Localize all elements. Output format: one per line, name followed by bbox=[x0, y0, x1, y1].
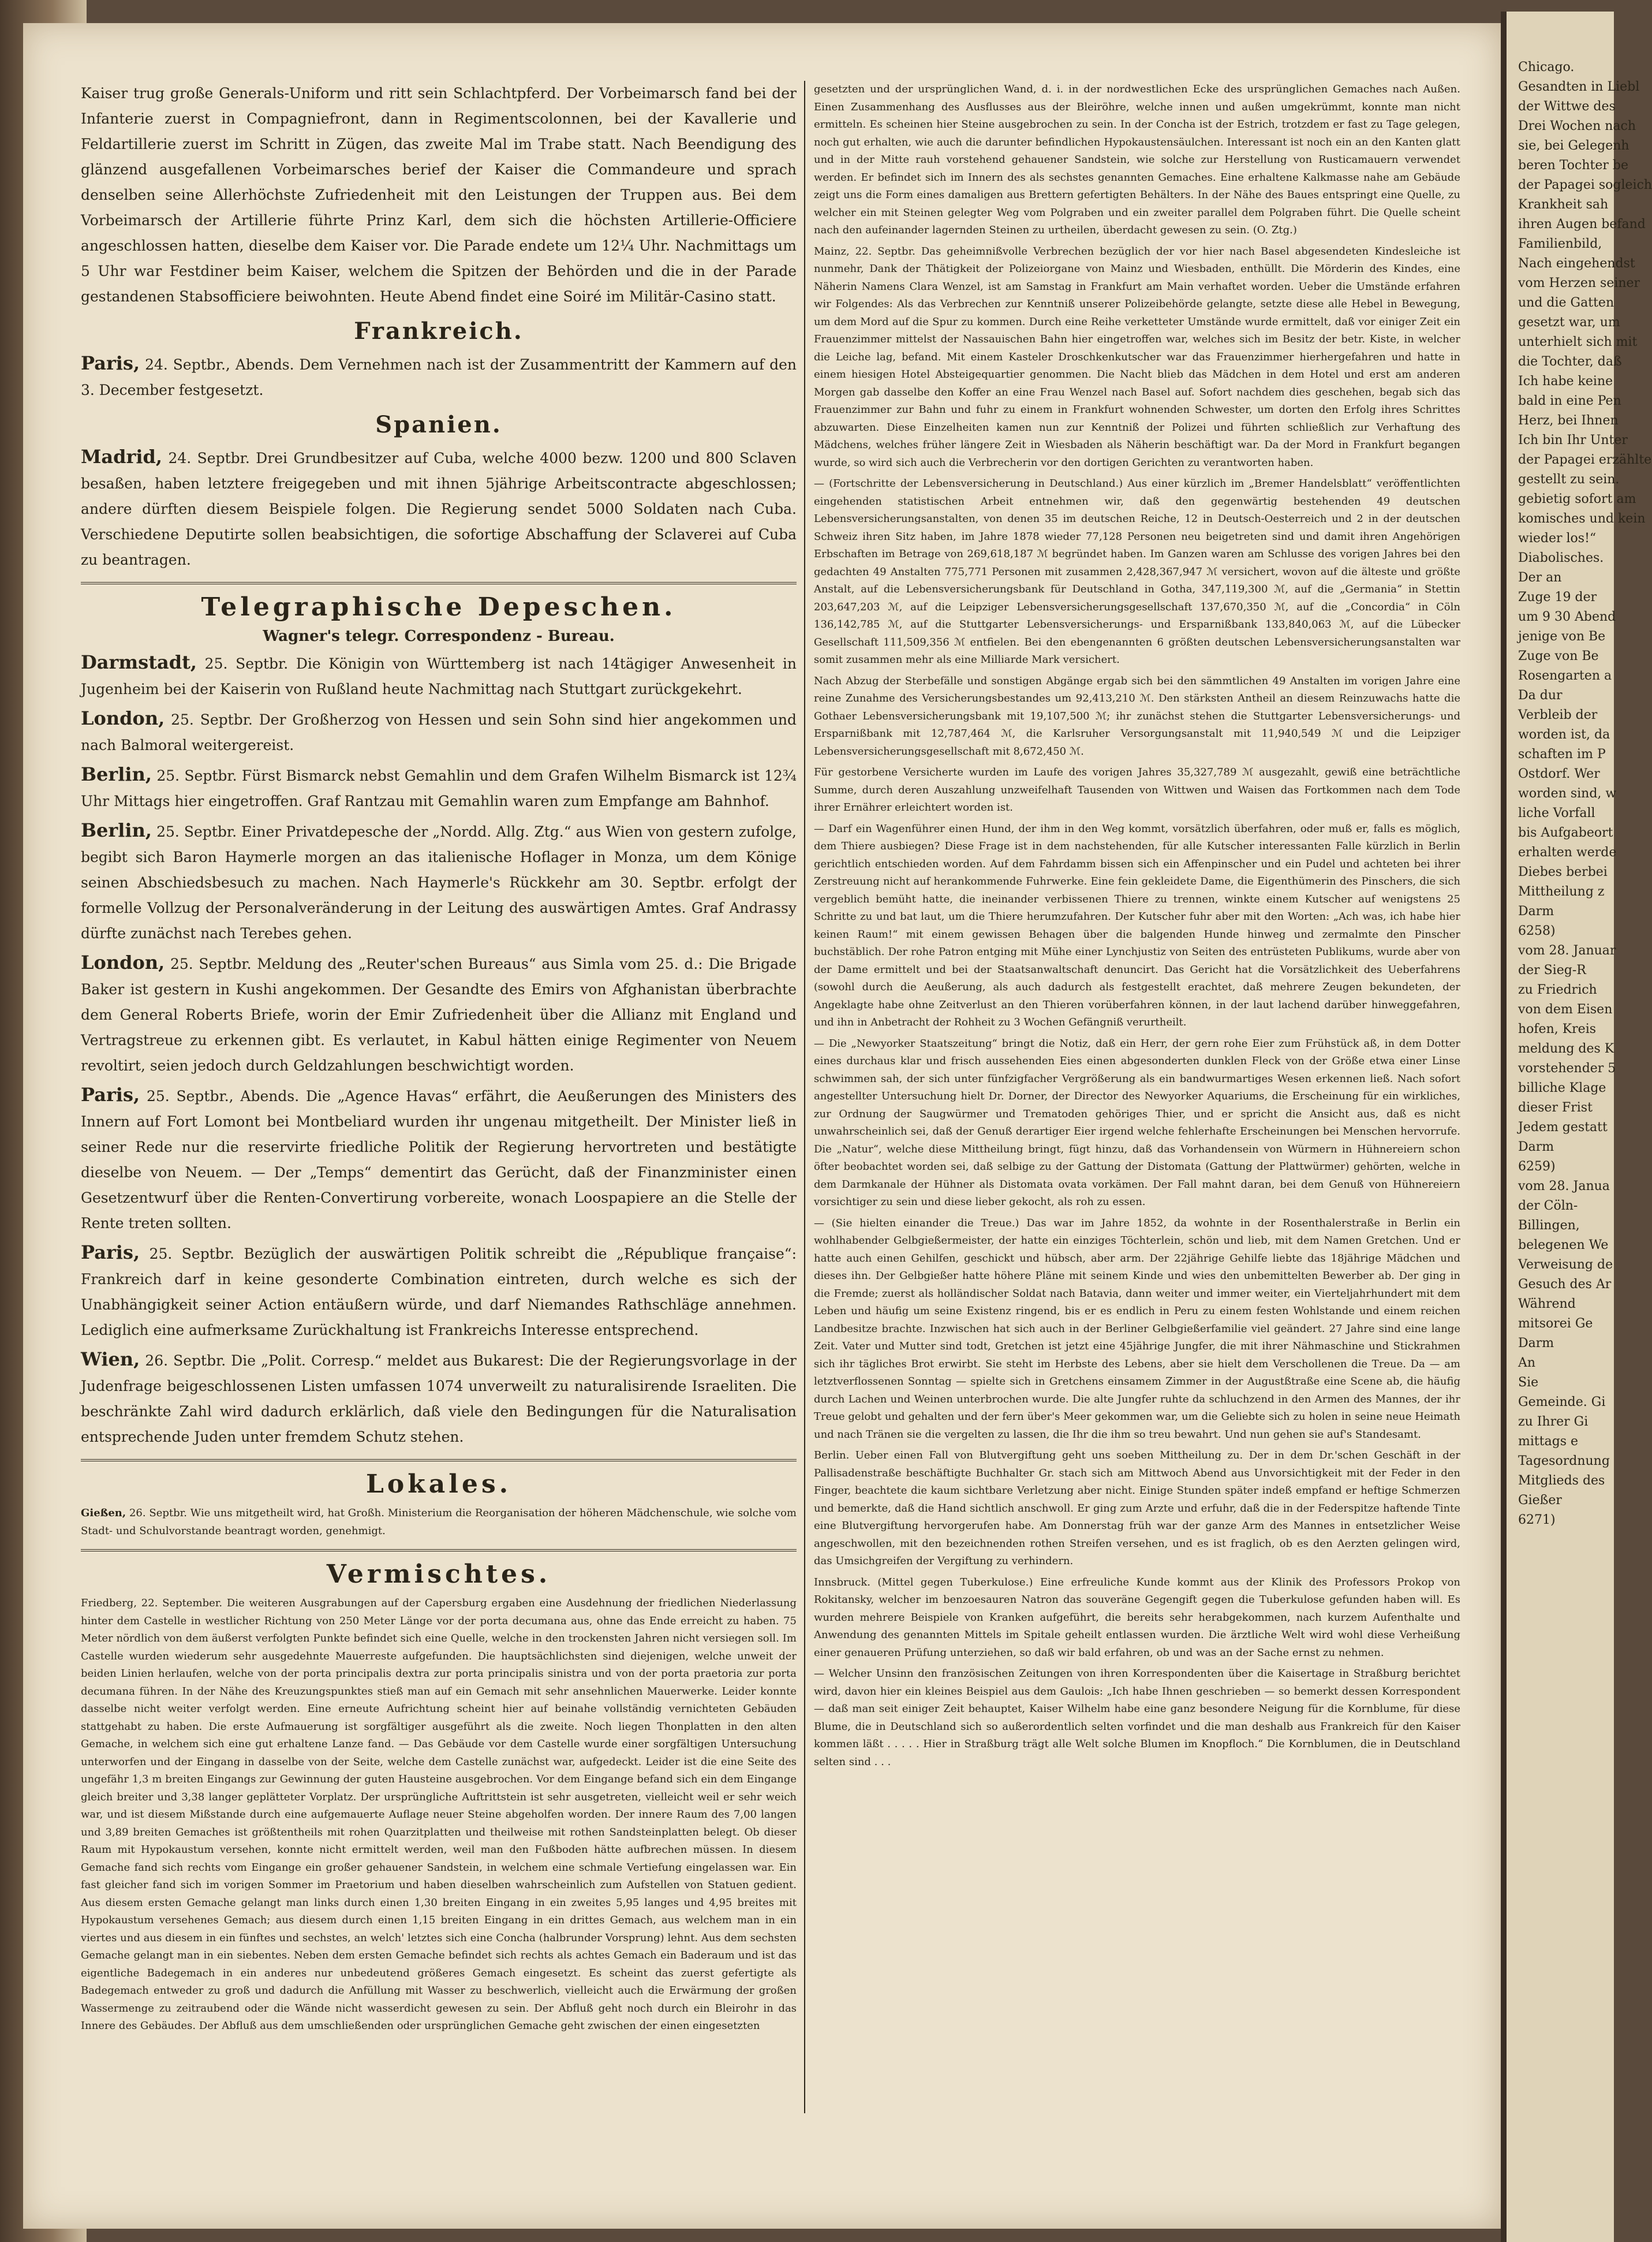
adjacent-page-line: Gesuch des Ar bbox=[1518, 1277, 1612, 1292]
adjacent-page-line: wieder los!“ bbox=[1518, 531, 1597, 546]
dispatch bbox=[81, 762, 797, 814]
adjacent-page-line: vom 28. Janua bbox=[1518, 1179, 1610, 1193]
adjacent-page-line: von dem Eisen bbox=[1518, 1002, 1613, 1017]
adjacent-page-line: Tagesordnung bbox=[1518, 1454, 1610, 1468]
adjacent-page-line: Darm bbox=[1518, 904, 1554, 919]
adjacent-page-line: zu Friedrich bbox=[1518, 983, 1597, 997]
column-right bbox=[814, 81, 1460, 1774]
adjacent-page-line: Darm bbox=[1518, 1140, 1554, 1154]
article-treue: — (Sie hielten einander die Treue.) Das war im Jahre 1852, da wohnte in der Rosenthalerstraße in Berlin ein wohlhabender Gelbgießermeister, der hatte ein einziges Töchterlein, schön und lieb, mit dem Namen Gretchen. Und er hatte auch einen Gehilfen, geschickt und hübsch, aber arm. Der 22jährige Gehilfe liebte das 18jährige Mädchen und dieses ihn. Der Gelbgießer hatte höhere Pläne mit seinem Kinde und wies den unbemittelten Bewerber ab. Der ging in die Fremde; zuerst als holländischer Soldat nach Batavia, dann weiter und immer weiter, ein Vierteljahrhundert mit dem Leben und häufig um seine Existenz ringend, bis er es endlich in Peru zu einem festen Wohlstande und einem reichen Landbesitze brachte. Inzwischen hat sich auch in der Berliner Gelbgießerfamilie viel geändert. 27 Jahre sind eine lange Zeit. Vater und Mutter sind todt, Gretchen ist jetzt eine 45jährige Jungfer, die mit ihrer Nähmaschine und Stickrahmen sich ihr tägliches Brot erwirbt. Sie steht im Herbste des Lebens, aber sie hielt dem Verschollenen die Treue. Da — am letztverflossenen Sonntag — spielte sich in Gretchens einsamem Zimmer in der Augustßtraße eine Scene ab, die häufig durch Lachen und Weinen unterbrochen wurde. Die alte Jungfer ruhte da schluchzend in den Armen des Mannes, der ihr Treue gelobt und gehalten und der fern über's Meer gekommen war, um die Geliebte sich zu holen in seine neue Heimath und nach Tränen sie die vergelten zu lassen, die Ihr die ihm so treu bewahrt. Und nun gehen sie auf's Standesamt. bbox=[814, 1217, 1460, 1441]
dispatch-text: 25. Septbr. Bezüglich der auswärtigen Politik schreibt die „République française“: Frankreich darf in keine gesonderte Combination eintreten, durch welche es sich der Unabhängigkeit seiner Action entäußern würde, und darf Niemandes Rathschläge annehmen. Lediglich eine aufmerksame Zurückhaltung ist Frankreichs Interesse entsprechend. bbox=[81, 1245, 797, 1338]
section-rule bbox=[81, 1459, 797, 1461]
adjacent-page-line: gesetzt war, um bbox=[1518, 315, 1620, 330]
adjacent-page-line: dieser Frist bbox=[1518, 1101, 1593, 1115]
adjacent-page-line: gebietig sofort am bbox=[1518, 492, 1636, 506]
dispatch-text: 25. Septbr. Die Königin von Württemberg ist nach 14tägiger Anwesenheit in Jugenheim bei der Kaiserin von Rußland heute Nachmittag nach Stuttgart zurückgekehrt. bbox=[81, 655, 797, 697]
adjacent-page-line: Krankheit sah bbox=[1518, 197, 1609, 212]
dateline-place: Darmstadt, bbox=[81, 651, 197, 673]
adjacent-page-line: Mittheilung z bbox=[1518, 885, 1605, 899]
article-hund: — Darf ein Wagenführer einen Hund, der ihm in den Weg kommt, vorsätzlich überfahren, oder muß er, falls es möglich, dem Thiere ausbiegen? Diese Frage ist in dem nachstehenden, für alle Kutscher interessanten Falle kürzlich in Berlin gerichtlich entschieden worden. Auf dem Fahrdamm bissen sich ein Affenpinscher und ein Pudel und achteten bei ihrer Zerstreuung nicht auf herankommende Fuhrwerke. Eine fein gekleidete Dame, die Eigenthümerin des Pinschers, die sich vergeblich bemüht hatte, die ineinander verbissenen Thiere zu trennen, winkte einem Kutscher auf wenigstens 25 Schritte zu und bat laut, um die Thiere herumzufahren. Der Kutscher fuhr aber mit den Worten: „Ach was, ich habe hier keinen Raum!“ mit einem gewissen Behagen über die balgenden Hunde hinweg und zermalmte den Pinscher buchstäblich. Der rohe Patron entging mit Mühe einer Lynchjustiz von Seiten des entrüsteten Publikums, wurde aber von der Dame ermittelt und bei der Staatsanwaltschaft denuncirt. Das Gericht hat die Vorsätzlichkeit des Ueberfahrens (sowohl durch die Aeußerung, als auch dadurch als festgestellt erachtet, daß mehrere Zeugen bekundeten, der Angeklagte habe ohne Zeitverlust an den Thieren vorüberfahren können, in der laut lachend darüber hinweggefahren, und ihn in Anbetracht der Rohheit zu 3 Wochen Gefängniß verurtheilt. bbox=[814, 822, 1460, 1028]
adjacent-page-line: komisches und kein bbox=[1518, 512, 1646, 526]
section-rule bbox=[81, 582, 797, 584]
article-blutvergiftung: Berlin. Ueber einen Fall von Blutvergiftung geht uns soeben Mittheilung zu. Der in dem Dr.'schen Geschäft in der Pallisadenstraße beschäftigte Buchhalter Gr. stach sich am Mittwoch Abend aus Unvorsichtigkeit mit der Feder in den Finger, beachtete die kaum sichtbare Verletzung aber nicht. Einige Stunden später indeß empfand er heftige Schmerzen und bemerkte, daß die Hand sichtlich anschwoll. Er ging zum Arzte und erfuhr, daß die in der Federspitze haftende Tinte eine Blutvergiftung hervorgerufen habe. Am Donnerstag früh war der ganze Arm des Mannes in entsetzlicher Weise angeschwollen, mit den bezeichnenden rothen Streifen versehen, und es ist fraglich, ob es den Aerzten gelingen wird, das Umsichgreifen der Vergiftung zu verhindern. bbox=[814, 1449, 1460, 1567]
adjacent-page-line: 6259) bbox=[1518, 1159, 1556, 1174]
dateline-place: Paris, bbox=[81, 1241, 140, 1263]
article-text: 24. Septbr., Abends. Dem Vernehmen nach ist der Zusammentritt der Kammern auf den 3. December festgesetzt. bbox=[81, 356, 797, 398]
adjacent-page-line: jenige von Be bbox=[1518, 629, 1606, 644]
adjacent-page-line: ihren Augen befand bbox=[1518, 217, 1646, 232]
dateline-place: Berlin, bbox=[81, 763, 152, 785]
adjacent-page-line: zu Ihrer Gi bbox=[1518, 1415, 1589, 1429]
dateline-place: London, bbox=[81, 707, 165, 729]
adjacent-page-line: mitsorei Ge bbox=[1518, 1316, 1593, 1331]
article-lokales bbox=[81, 1505, 797, 1540]
heading-spanien: Spanien. bbox=[375, 411, 502, 438]
adjacent-page-line: Während bbox=[1518, 1297, 1576, 1311]
dispatch-text: 25. Septbr., Abends. Die „Agence Havas“ erfährt, die Aeußerungen des Ministers des Innern auf Fort Lomont bei Montbeliard wurden ihr ungenau mitgetheilt. Der Minister ließ in seiner Rede nur die reservirte friedliche Politik der Regierung hervortreten und bestätigte dieselbe von Neuem. — Der „Temps“ dementirt das Gerücht, daß der Finanzminister einen Gesetzentwurf über die Renten-Convertirung vorbereite, wonach Loospapiere an die Stelle der Rente treten sollten. bbox=[81, 1088, 797, 1232]
adjacent-page-line: unterhielt sich mit bbox=[1518, 335, 1638, 349]
adjacent-page-line: und die Gatten bbox=[1518, 296, 1614, 310]
dispatch bbox=[81, 818, 797, 946]
adjacent-page-line: Diabolisches. bbox=[1518, 551, 1604, 565]
adjacent-page-line: gestellt zu sein. bbox=[1518, 472, 1620, 487]
dispatch-text: 25. Septbr. Einer Privatdepesche der „Nordd. Allg. Ztg.“ aus Wien von gestern zufolge, begibt sich Baron Haymerle morgen an das italienische Hoflager in Monza, um dem Könige seinen Abschiedsbesuch zu machen. Nach Haymerle's Rückkehr am 30. Septbr. erfolgt der formelle Vollzug der Personalveränderung in der Leitung des auswärtigen Amtes. Graf Andrassy dürfte zunächst nach Terebes gehen. bbox=[81, 823, 797, 942]
dispatch bbox=[81, 706, 797, 758]
dispatch bbox=[81, 650, 797, 702]
adjacent-page-line: der Sieg-R bbox=[1518, 963, 1586, 978]
article-lebensversicherung-3: Für gestorbene Versicherte wurden im Laufe des vorigen Jahres 35,327,789 ℳ ausgezahlt, gewiß eine beträchtliche Summe, durch deren Auszahlung unzweifelhaft Tausenden von Wittwen und Waisen das Fortkommen nach dem Tode ihrer Ernährer erleichtert worden ist. bbox=[814, 766, 1460, 814]
dateline-place: Berlin, bbox=[81, 819, 152, 841]
adjacent-page-line: 6271) bbox=[1518, 1513, 1556, 1527]
article-capersburg-cont: gesetzten und der ursprünglichen Wand, d. i. in der nordwestlichen Ecke des ursprünglichen Gemaches nach Außen. Einen Zusammenhang des Ausflusses aus der Bleiröhre, welche innen und außen umgekrümmt, konnte man nicht ermitteln. Es scheinen hier Steine ausgebrochen zu sein. In der Concha ist der Estrich, trotzdem er fast zu Tage gelegen, noch gut erhalten, wie auch die darunter befindlichen Hypokaustensäulchen. Interessant ist noch ein an den Kanten glatt und in der Mitte rauh vorstehend gehauener Sandstein, wie solche zur Herstellung von Rusticamauern verwendet werden. Er befindet sich im Innern des als sechstes genannten Gemaches. Eine erhaltene Kalkmasse nahe am Gebäude zeigt uns die Form eines damaligen aus Brettern gefertigten Behälters. In der Nähe des Baues entspringt eine Quelle, zu welcher ein mit Steinen gelegter Weg vom Polgraben und ein zweiter parallel dem Polgraben führt. Die Quelle scheint nach den aufeinander lagernden Steinen zu urtheilen, überdacht gewesen zu sein. (O. Ztg.) bbox=[814, 83, 1460, 236]
adjacent-page-line: bald in eine Pen bbox=[1518, 394, 1621, 408]
article-eier: — Die „Newyorker Staatszeitung“ bringt die Notiz, daß ein Herr, der gern rohe Eier zum Frühstück aß, in dem Dotter eines durchaus klar und frisch aussehenden Eies einen abgesonderten dunklen Fleck von der Größe etwa einer Linse schwimmen sah, der sich unter fünfzigfacher Vergrößerung als ein bandwurmartiges Wesen erkennen ließ. Nach sofort angestellter Untersuchung hielt Dr. Dorner, der Director des Newyorker Aquariums, die Erscheinung für ein wirkliches, zur Ordnung der Saugwürmer und Trematoden gehöriges Thier, und er spricht die Ansicht aus, daß es nicht unwahrscheinlich sei, daß der Genuß derartiger Eier irgend welche fehlerhafte Erscheinungen bei Menschen hervorrufe. Die „Natur“, welche diese Mittheilung bringt, fügt hinzu, daß das Vorhandensein von Würmern in Hühnereiern schon öfter beobachtet worden sei, daß selbige zu der Gattung der Distomata (Gattung der Plattwürmer) gehörten, welche in dem Darmkanale der Hühner als Distomata ovata vorkämen. Der Fall mahnt daran, bei dem Genuß von Hühnereiern vorsichtiger zu sein und diese lieber gekocht, als roh zu essen. bbox=[814, 1037, 1460, 1208]
adjacent-page-line: Darm bbox=[1518, 1336, 1554, 1351]
adjacent-page-line: Gießer bbox=[1518, 1493, 1562, 1508]
dateline-place: Wien, bbox=[81, 1348, 140, 1370]
adjacent-page-line: Diebes berbei bbox=[1518, 865, 1608, 879]
dateline-place: London, bbox=[81, 952, 165, 973]
adjacent-page-line: Drei Wochen nach bbox=[1518, 119, 1636, 133]
adjacent-page-line: mittags e bbox=[1518, 1434, 1579, 1449]
section-rule bbox=[81, 1549, 797, 1551]
dispatch bbox=[81, 1346, 797, 1450]
dispatch-text: 25. Septbr. Meldung des „Reuter'schen Bureaus“ aus Simla vom 25. d.: Die Brigade Baker ist gestern in Kushi angekommen. Der Gesandte des Emirs von Afghanistan überbrachte dem General Roberts Briefe, worin der Emir Zufriedenheit über die Allianz mit England und Vertragstreue zu erkennen gibt. Es verlautet, in Kabul hätten einige Regimenter von Neuem revoltirt, seien jedoch durch Geldzahlungen beschwichtigt worden. bbox=[81, 956, 797, 1074]
dispatch-text: 25. Septbr. Der Großherzog von Hessen und sein Sohn sind hier angekommen und nach Balmoral weitergereist. bbox=[81, 711, 797, 753]
adjacent-page-line: der Papagei erzählte bbox=[1518, 453, 1652, 467]
adjacent-page-line: Ich bin Ihr Unter bbox=[1518, 433, 1628, 447]
adjacent-page-line: Verweisung de bbox=[1518, 1258, 1613, 1272]
article-text: 26. Septbr. Wie uns mitgetheilt wird, hat Großh. Ministerium die Reorganisation der höheren Mädchenschule, wie solche vom Stadt- und Schulvorstande beantragt worden, genehmigt. bbox=[81, 1507, 797, 1537]
article-capersburg: Friedberg, 22. September. Die weiteren Ausgrabungen auf der Capersburg ergaben eine Ausdehnung der friedlichen Niederlassung hinter dem Castelle in westlicher Richtung von 250 Meter Länge vor der porta decumana aus, ohne das Ende erreicht zu haben. 75 Meter nördlich von dem äußerst verfolgten Punkte befindet sich eine Quelle, welche in den trockensten Jahren nicht versiegen soll. Im Castelle wurden wiederum sehr ausgedehnte Mauerreste aufgefunden. Die hauptsächlichsten sind diejenigen, welche unweit der beiden Linien herlaufen, welche von der porta principalis dextra zur porta principalis sinistra und von der porta praetoria zur porta decumana führen. In der Nähe des Kreuzungspunktes stieß man auf ein Gemach mit sehr ansehnlichen Mauerwerke. Leider konnte dasselbe nicht weiter verfolgt werden. Eine erneute Aufrichtung scheint hier auf beinahe vollständig vernichteten Gebäuden stattgehabt zu haben. Die erste Aufmauerung ist sorgfältiger ausgeführt als die zweite. Noch liegen Thonplatten in den alten Gemache, in welchem sich eine gut erhaltene Lanze fand. — Das Gebäude vor dem Castelle wurde einer sorgfältigen Untersuchung unterworfen und der Eingang in dasselbe von der Seite, welche dem Castelle zunächst war, aufgedeckt. Leider ist die eine Seite des ungefähr 1,3 m breiten Eingangs zur Gewinnung der guten Hausteine ausgebrochen. Vor dem Eingange befand sich ein dem Eingange gleich breiter und 3,38 langer geplätteter Vorplatz. Der ursprüngliche Auftrittstein ist sehr ausgetreten, vielleicht weil er sehr weich war, und ist diesem Mißstande durch eine aufgemauerte Auflage neuer Steine abgeholfen worden. Der innere Raum des 7,00 langen und 3,89 breiten Gemaches ist größtentheils mit rohen Quarzitplatten und theilweise mit rothen Sandsteinplatten belegt. Ob dieser Raum mit Hypokaustum versehen, konnte nicht ermittelt werden, weil man den Fußboden hätte aufbrechen müssen. In diesem Gemache fand sich rechts vom Eingange ein großer gehauener Sandstein, in welchem eine schmale Vertiefung eingelassen war. Ein fast gleicher fand sich im vorigen Sommer im Praetorium und haben dieselben wahrscheinlich zum Aufstellen von Statuen gedient. Aus diesem ersten Gemache gelangt man links durch einen 1,30 breiten Eingang in ein zweites 5,95 langes und 4,95 breites mit Hypokaustum versehenes Gemach; aus diesem durch einen 1,15 breiten Eingang in ein drittes Gemach, aus welchem man in ein viertes und aus diesem in ein fünftes und sechstes, an welch' letztes sich eine Concha (halbrunder Vorsprung) lehnt. Aus dem sechsten Gemache gelangt man in ein siebentes. Neben dem ersten Gemache befindet sich rechts als achtes Gemach ein Baderaum und ist das eigentliche Badegemach in ein anderes nur unbedeutend größeres Gemach eingesetzt. Es scheint das zuerst gefertigte als Badegemach entweder zu groß und dadurch die Anfüllung mit Wasser zu beschwerlich, vielleicht auch die Erwärmung der großen Wassermenge zu zeitraubend oder die Wände nicht wasserdicht gewesen zu sein. Der Abfluß geht noch durch ein Bleirohr in das Innere des Gebäudes. Der Abfluß aus dem umschließenden oder ursprünglichen Gemache geht zwischen der einen eingesetzten bbox=[81, 1597, 797, 2032]
dispatch bbox=[81, 950, 797, 1079]
adjacent-page-line: erhalten werde bbox=[1518, 845, 1617, 860]
adjacent-page-line: der Wittwe des bbox=[1518, 99, 1616, 114]
adjacent-page-line: Ich habe keine bbox=[1518, 374, 1613, 389]
adjacent-page-line: schaften im P bbox=[1518, 747, 1606, 762]
adjacent-page-line: Der an bbox=[1518, 570, 1562, 585]
adjacent-page-line: Zuge 19 der bbox=[1518, 590, 1597, 605]
dispatch bbox=[81, 1240, 797, 1343]
adjacent-page-line: Zuge von Be bbox=[1518, 649, 1599, 663]
column-rule bbox=[804, 81, 805, 2113]
adjacent-page-line: Herz, bei Ihnen bbox=[1518, 413, 1619, 428]
article-lebensversicherung: — (Fortschritte der Lebensversicherung in Deutschland.) Aus einer kürzlich im „Bremer Handelsblatt“ veröffentlichten eingehenden statistischen Arbeit entnehmen wir, daß den gegenwärtig bestehenden 49 deutschen Lebensversicherungsanstalten, von denen 35 im deutschen Reiche, 12 in Deutsch-Oesterreich und 2 in der deutschen Schweiz ihren Sitz haben, im Jahre 1878 wieder 77,128 Personen neu beigetreten sind und damit ihren Angehörigen Erbschaften im Betrage von 269,618,187 ℳ begründet haben. Im Ganzen waren am Schlusse des vorigen Jahres bei den gedachten 49 Anstalten 775,771 Personen mit zusammen 2,428,367,947 ℳ versichert, wovon auf die älteste und größte Anstalt, auf die Lebensversicherungsbank für Deutschland in Gotha, 347,119,300 ℳ, auf die „Germania“ in Stettin 203,647,203 ℳ, auf die Leipziger Lebensversicherungsgesellschaft 137,670,350 ℳ, auf die „Concordia“ in Cöln 136,142,785 ℳ, auf die Stuttgarter Lebensversicherungs- und Ersparnißbank 133,840,063 ℳ, auf die Lübecker Gesellschaft 111,509,356 ℳ entfielen. Bei den ebengenannten 6 größten deutschen Lebensversicherungsanstalten war somit zusammen mehr als eine Milliarde Mark versichert. bbox=[814, 478, 1460, 666]
dateline-place: Paris, bbox=[81, 352, 140, 374]
telegr-bureau: Wagner's telegr. Correspondenz - Bureau. bbox=[263, 628, 615, 645]
dispatch-text: 25. Septbr. Fürst Bismarck nebst Gemahlin und dem Grafen Wilhelm Bismarck ist 12¾ Uhr Mittags hier eingetroffen. Graf Rantzau mit Gemahlin waren zum Empfange am Bahnhof. bbox=[81, 767, 797, 809]
adjacent-page-line: sie, bei Gelegenh bbox=[1518, 139, 1629, 153]
article-mainz: Mainz, 22. Septbr. Das geheimnißvolle Verbrechen bezüglich der vor hier nach Basel abgesendeten Kindesleiche ist nunmehr, Dank der Thätigkeit der Polizeiorgane von Mainz und Wiesbaden, enthüllt. Die Mörderin des Kindes, eine Näherin Namens Clara Wenzel, ist am Samstag in Frankfurt am Main verhaftet worden. Ueber die Umstände erfahren wir Folgendes: Als das Verbrechen zur Kenntniß unserer Polizeibehörde gelangte, setzte diese alle Hebel in Bewegung, um dem Mord auf die Spur zu kommen. Durch eine Reihe verketteter Umstände wurde ermittelt, daß vor einiger Zeit ein Frauenzimmer mittelst der Nassauischen Bahn hier eingetroffen war, welches sich im Besitz der betr. Kiste, in welcher die Leiche lag, befand. Mit einem Kasteler Droschkenkutscher war das Frauenzimmer hierhergefahren und hatte in einem hiesigen Hotel Absteigequartier genommen. Die Nacht blieb das Mädchen in dem Hotel und erst am anderen Morgen gab dasselbe den Koffer an eine Frau Wenzel nach Basel auf. Sofort nachdem dies geschehen, begab sich das Frauenzimmer zur Bahn und fuhr zu einem in Frankfurt wohnenden Schwester, um dorten den Erfolg ihres Schrittes abzuwarten. Diese Einzelheiten kamen nun zur Kenntniß der Polizei und führten schließlich zur Verhaftung des Mädchens, welches früher längere Zeit in Wiesbaden als Näherin beschäftigt war. Da der Mord in Frankfurt begangen wurde, so wird sich auch die Verbrecherin vor den dortigen Gerichten zu verantworten haben. bbox=[814, 245, 1460, 469]
article-innsbruck: Innsbruck. (Mittel gegen Tuberkulose.) Eine erfreuliche Kunde kommt aus der Klinik des Professors Prokop von Rokitansky, welcher im benzoesauren Natron das souveräne Gegengift gegen die Tuberkulose gefunden haben will. Es wurden mehrere Beispiele von Kranken aufgeführt, die bereits sehr herabgekommen, nach kurzem Aufenthalte und Anwendung des genannten Mittels im Spitale geheilt entlassen wurden. Die ärztliche Welt wird wohl diese Verheißung einer genaueren Prüfung unterziehen, so daß wir bald erfahren, ob und was an der Sache ernst zu nehmen. bbox=[814, 1576, 1460, 1659]
heading-telegraphische-depeschen: Telegraphische Depeschen. bbox=[201, 592, 677, 622]
adjacent-page-line: Chicago. bbox=[1518, 60, 1575, 74]
adjacent-page-line: der Cöln- bbox=[1518, 1199, 1578, 1213]
adjacent-page-line: vom Herzen seiner bbox=[1518, 276, 1640, 290]
adjacent-page-line: worden sind, w bbox=[1518, 786, 1617, 801]
article-frankreich bbox=[81, 350, 797, 403]
adjacent-page-line: Sie bbox=[1518, 1375, 1539, 1390]
adjacent-page-line: Nach eingehendst bbox=[1518, 256, 1635, 271]
adjacent-page-line: Da dur bbox=[1518, 688, 1563, 703]
adjacent-page-strip bbox=[1501, 12, 1652, 2242]
adjacent-page-line: die Tochter, daß bbox=[1518, 355, 1622, 369]
adjacent-page-line: An bbox=[1518, 1356, 1536, 1370]
heading-vermischtes: Vermischtes. bbox=[326, 1560, 551, 1589]
article-lebensversicherung-2: Nach Abzug der Sterbefälle und sonstigen Abgänge ergab sich bei den sämmtlichen 49 Anstalten im vorigen Jahre eine reine Zunahme des Versicherungsbestandes um 92,413,210 ℳ. Den stärksten Antheil an diesem Reinzuwachs hatte die Gothaer Lebensversicherungsbank mit 19,107,500 ℳ; ihr zunächst stehen die Stuttgarter Lebensversicherungs- und Ersparnißbank mit 12,787,464 ℳ, die Karlsruher Versorgungsanstalt mit 11,940,549 ℳ und die Leipziger Lebensversicherungsgesellschaft mit 8,672,450 ℳ. bbox=[814, 674, 1460, 758]
heading-lokales: Lokales. bbox=[365, 1469, 512, 1499]
adjacent-page-line: Rosengarten a bbox=[1518, 669, 1612, 683]
adjacent-page-line: liche Vorfall bbox=[1518, 806, 1595, 820]
adjacent-page-text bbox=[1507, 12, 1652, 1530]
dateline-place: Gießen, bbox=[81, 1507, 126, 1519]
adjacent-page-line: 6258) bbox=[1518, 924, 1556, 938]
parade-report: Kaiser trug große Generals-Uniform und ritt sein Schlachtpferd. Der Vorbeimarsch fand bei der Infanterie zuerst in Compagniefront, dann in Regimentscolonnen, bei der Kavallerie und Feldartillerie zuerst im Schritt in Zügen, das zweite Mal im Trabe statt. Nach Beendigung des glänzend ausgefallenen Vorbeimarsches berief der Kaiser die Commandeure und sprach denselben seine Allerhöchste Zufriedenheit mit den Leistungen der Truppen aus. Bei dem Vorbeimarsch der Artillerie führte Prinz Karl, dem sich die höchsten Artillerie-Officiere angeschlossen hatten, dieselbe dem Kaiser vor. Die Parade endete um 12¼ Uhr. Nachmittags um 5 Uhr war Festdiner beim Kaiser, welchem die Spitzen der Behörden und die in der Parade gestandenen Stabsofficiere beiwohnten. Heute Abend findet eine Soiré im Militär-Casino statt. bbox=[81, 85, 797, 305]
adjacent-page-line: worden ist, da bbox=[1518, 728, 1610, 742]
adjacent-page-line: Verbleib der bbox=[1518, 708, 1598, 722]
heading-frankreich: Frankreich. bbox=[354, 318, 524, 345]
adjacent-page-line: Ostdorf. Wer bbox=[1518, 767, 1600, 781]
column-left bbox=[81, 81, 797, 2039]
dispatch bbox=[81, 1082, 797, 1236]
adjacent-page-line: meldung des K bbox=[1518, 1042, 1614, 1056]
adjacent-page-line: hofen, Kreis bbox=[1518, 1022, 1597, 1036]
adjacent-page-line: vom 28. Januar bbox=[1518, 943, 1616, 958]
dateline-place: Paris, bbox=[81, 1084, 140, 1106]
adjacent-page-line: um 9 30 Abend bbox=[1518, 610, 1616, 624]
adjacent-page-line: Familienbild, bbox=[1518, 237, 1602, 251]
adjacent-page-line: Mitglieds des bbox=[1518, 1473, 1605, 1488]
article-kornblume: — Welcher Unsinn den französischen Zeitungen von ihren Korrespondenten über die Kaisertage in Straßburg berichtet wird, davon hier ein kleines Beispiel aus dem Gaulois: „Ich habe Ihnen geschrieben — so bemerkt dessen Korrespondent — daß man seit einiger Zeit behauptet, Kaiser Wilhelm habe eine ganz besondere Neigung für die Kornblume, für diese Blume, die in Deutschland sich so außerordentlich selten vorfindet und die man deshalb aus Frankreich für den Kaiser kommen läßt . . . . . Hier in Straßburg trägt alle Welt solche Blumen im Knopfloch.“ Die Kornblumen, die in Deutschland selten sind . . . bbox=[814, 1667, 1460, 1768]
adjacent-page-line: Jedem gestatt bbox=[1518, 1120, 1608, 1135]
article-text: 24. Septbr. Drei Grundbesitzer auf Cuba, welche 4000 bezw. 1200 und 800 Sclaven besaßen, haben letztere freigegeben und mit ihnen 5jährige Arbeitscontracte abgeschlossen; andere dürften diesem Beispiele folgen. Die Regierung sendet 5000 Soldaten nach Cuba. Verschiedene Deputirte sollen beabsichtigen, die sofortige Abschaffung der Sclaverei auf Cuba zu beantragen. bbox=[81, 450, 797, 568]
adjacent-page-line: Gemeinde. Gi bbox=[1518, 1395, 1606, 1409]
adjacent-page-line: belegenen We bbox=[1518, 1238, 1609, 1252]
adjacent-page-line: der Papagei sogleich bbox=[1518, 178, 1652, 192]
adjacent-page-line: beren Tochter be bbox=[1518, 158, 1628, 173]
adjacent-page-line: Billingen, bbox=[1518, 1218, 1580, 1233]
article-spanien bbox=[81, 444, 797, 573]
dispatch-text: 26. Septbr. Die „Polit. Corresp.“ meldet aus Bukarest: Die der Regierungsvorlage in der Judenfrage beigeschlossenen Listen umfassen 1074 unverweilt zu naturalisirende Israeliten. Die beschränkte Zahl wird dadurch erklärlich, daß viele den Bedingungen für die Naturalisation entsprechende Juden unter fremdem Schutz stehen. bbox=[81, 1352, 797, 1445]
adjacent-page-line: bis Aufgabeort bbox=[1518, 826, 1613, 840]
adjacent-page-line: vorstehender 5 bbox=[1518, 1061, 1616, 1076]
adjacent-page-line: billiche Klage bbox=[1518, 1081, 1606, 1095]
dateline-place: Madrid, bbox=[81, 446, 163, 468]
adjacent-page-line: Gesandten in Liebl bbox=[1518, 80, 1640, 94]
